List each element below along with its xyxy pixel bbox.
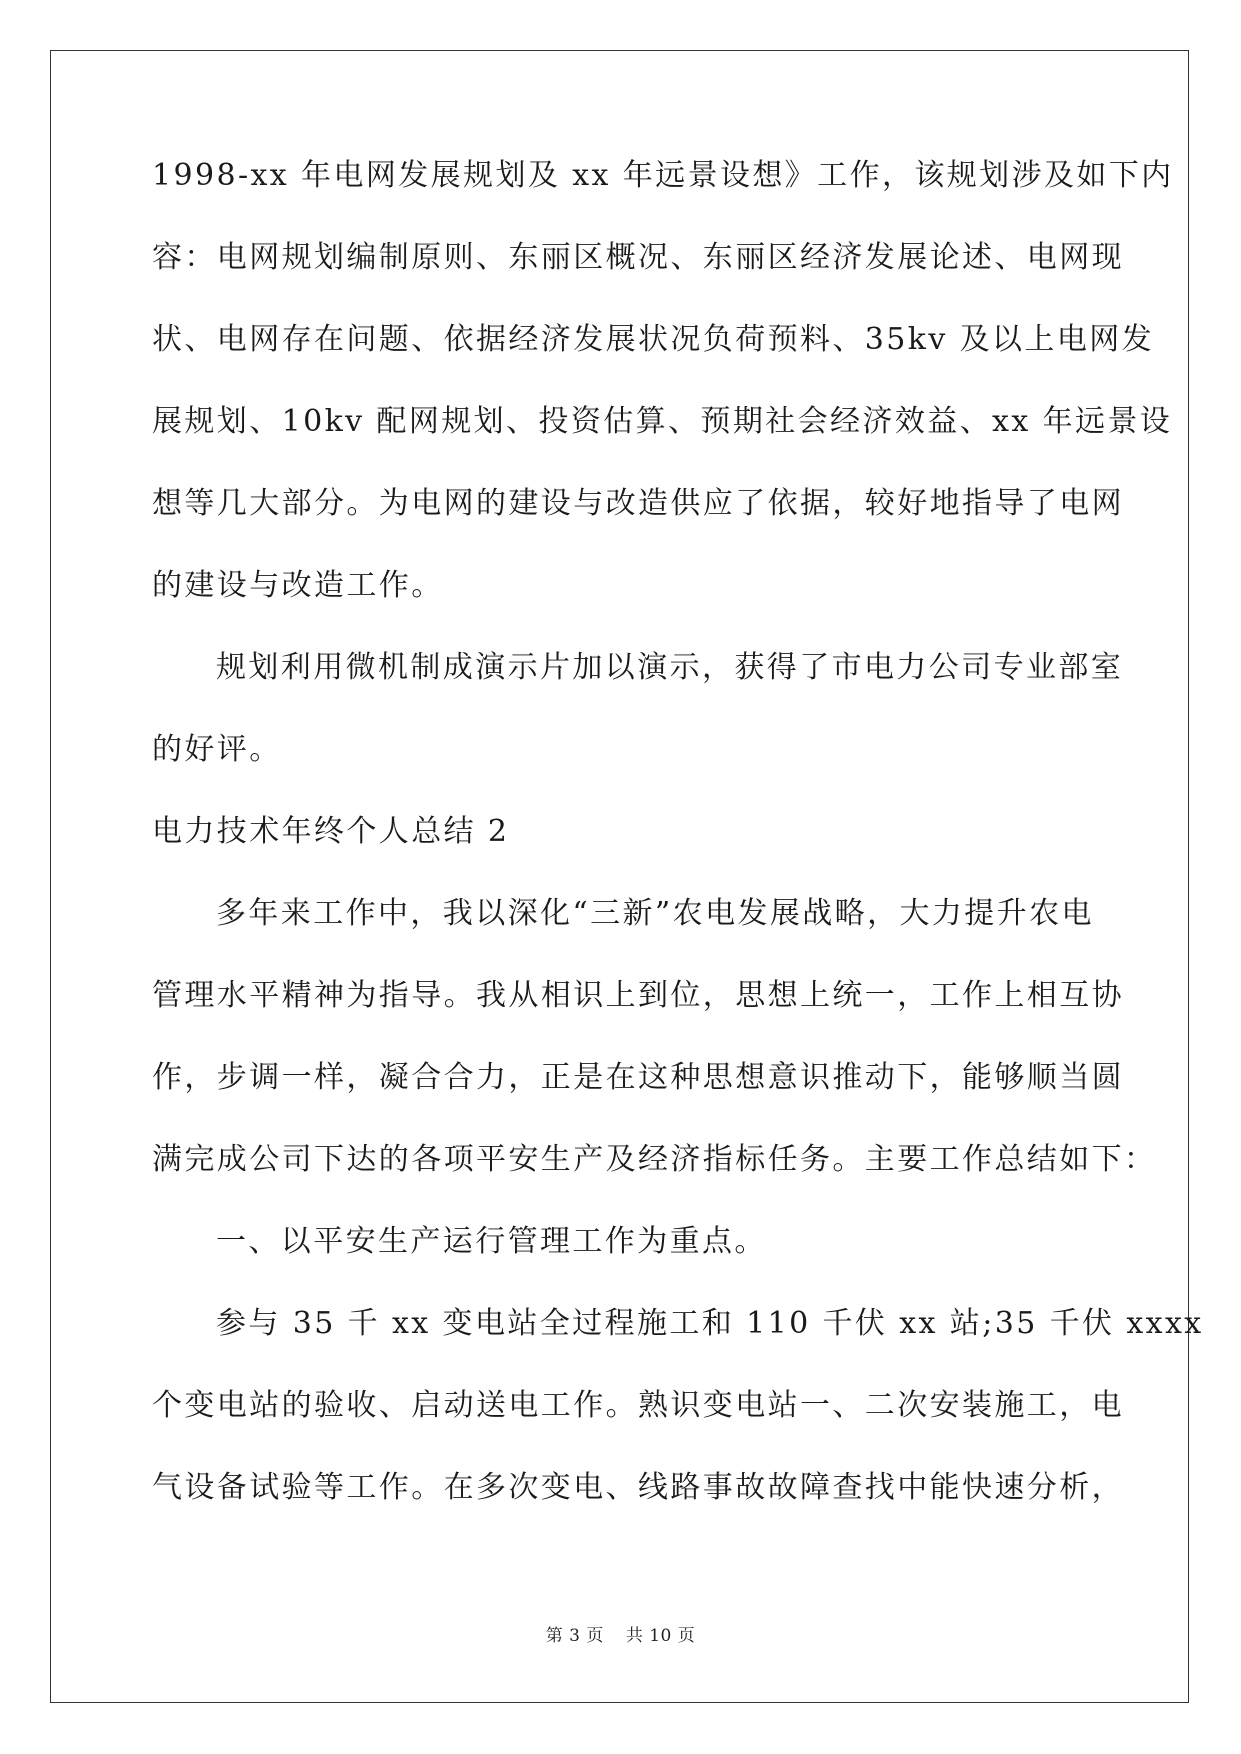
- page-total: 共 10 页: [625, 1626, 696, 1646]
- text-line: 规划利用微机制成演示片加以演示，获得了市电力公司专业部室: [216, 650, 1124, 685]
- text-line: 想等几大部分。为电网的建设与改造供应了依据，较好地指导了电网: [152, 486, 1124, 521]
- text-line: 容：电网规划编制原则、东丽区概况、东丽区经济发展论述、电网现: [152, 240, 1124, 275]
- text-line: 作，步调一样，凝合合力，正是在这种思想意识推动下，能够顺当圆: [152, 1060, 1124, 1095]
- page-footer: [0, 1626, 1241, 1646]
- text-line: 状、电网存在问题、依据经济发展状况负荷预料、35kv 及以上电网发: [152, 322, 1155, 357]
- text-line: 个变电站的验收、启动送电工作。熟识变电站一、二次安装施工，电: [152, 1388, 1124, 1423]
- text-line: 的好评。: [152, 732, 282, 767]
- text-line: 参与 35 千 xx 变电站全过程施工和 110 千伏 xx 站;35 千伏 xxxx: [216, 1306, 1204, 1341]
- document-body: [152, 158, 1204, 1554]
- text-line: 多年来工作中，我以深化“三新”农电发展战略，大力提升农电: [216, 896, 1094, 931]
- text-line: 展规划、10kv 配网规划、投资估算、预期社会经济效益、xx 年远景设: [152, 404, 1173, 439]
- text-line: 满完成公司下达的各项平安生产及经济指标任务。主要工作总结如下：: [152, 1142, 1157, 1177]
- page-number: 第 3 页: [545, 1626, 604, 1646]
- text-line: 一、以平安生产运行管理工作为重点。: [216, 1224, 767, 1259]
- text-line: 1998-xx 年电网发展规划及 xx 年远景设想》工作，该规划涉及如下内: [152, 158, 1174, 193]
- text-line: 管理水平精神为指导。我从相识上到位，思想上统一，工作上相互协: [152, 978, 1124, 1013]
- section-heading: 电力技术年终个人总结 2: [152, 814, 510, 849]
- text-line: 的建设与改造工作。: [152, 568, 444, 603]
- text-line: 气设备试验等工作。在多次变电、线路事故故障查找中能快速分析，: [152, 1470, 1124, 1505]
